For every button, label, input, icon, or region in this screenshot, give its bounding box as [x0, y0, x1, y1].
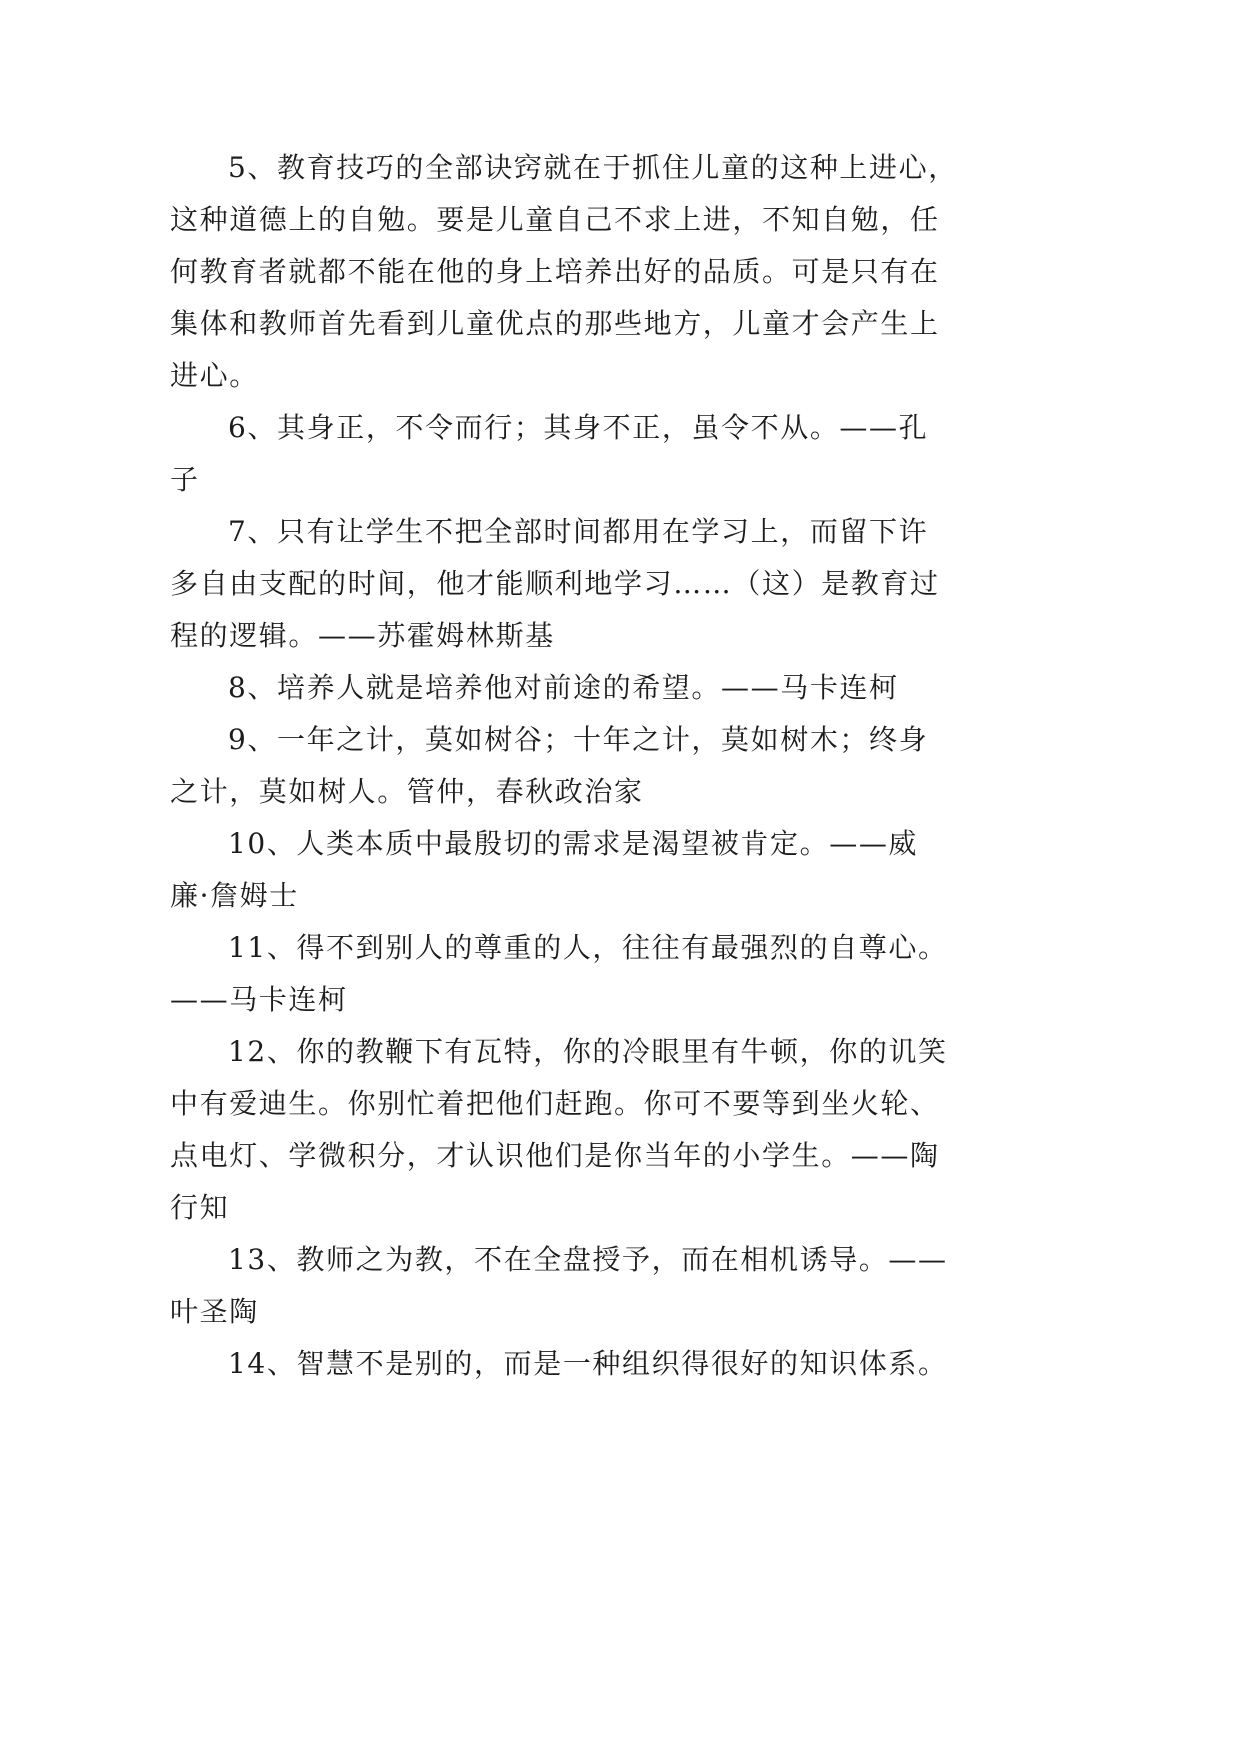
quote-paragraph	[170, 818, 990, 922]
quote-paragraph	[170, 142, 990, 402]
text-line: 程的逻辑。——苏霍姆林斯基	[170, 619, 555, 652]
quote-paragraph	[170, 922, 990, 1026]
quote-paragraph	[170, 402, 990, 506]
text-line: 这种道德上的自勉。要是儿童自己不求上进，不知自勉，任	[170, 203, 940, 236]
text-line: 14、智慧不是别的，而是一种组织得很好的知识体系。	[228, 1347, 948, 1380]
text-line: 叶圣陶	[170, 1295, 259, 1328]
text-line: 集体和教师首先看到儿童优点的那些地方，儿童才会产生上	[170, 307, 940, 340]
text-line: 子	[170, 463, 200, 496]
text-line: ——马卡连柯	[170, 983, 348, 1016]
text-line: 8、培养人就是培养他对前途的希望。——马卡连柯	[228, 671, 899, 704]
text-line: 中有爱迪生。你别忙着把他们赶跑。你可不要等到坐火轮、	[170, 1087, 940, 1120]
text-line: 7、只有让学生不把全部时间都用在学习上，而留下许	[228, 515, 929, 548]
quote-paragraph	[170, 1234, 990, 1338]
text-line: 之计，莫如树人。管仲，春秋政治家	[170, 775, 644, 808]
text-line: 点电灯、学微积分，才认识他们是你当年的小学生。——陶	[170, 1139, 940, 1172]
document-body	[170, 142, 990, 1390]
quote-paragraph	[170, 714, 990, 818]
quote-paragraph	[170, 506, 990, 662]
text-line: 9、一年之计，莫如树谷；十年之计，莫如树木；终身	[228, 723, 929, 756]
text-line: 11、得不到别人的尊重的人，往往有最强烈的自尊心。	[228, 931, 948, 964]
text-line: 5、教育技巧的全部诀窍就在于抓住儿童的这种上进心，	[228, 151, 958, 184]
text-line: 进心。	[170, 359, 259, 392]
text-line: 10、人类本质中最殷切的需求是渴望被肯定。——威	[228, 827, 919, 860]
text-line: 行知	[170, 1191, 230, 1224]
text-line: 12、你的教鞭下有瓦特，你的冷眼里有牛顿，你的讥笑	[228, 1035, 948, 1068]
quote-paragraph	[170, 662, 990, 714]
quote-paragraph	[170, 1338, 990, 1390]
text-line: 何教育者就都不能在他的身上培养出好的品质。可是只有在	[170, 255, 940, 288]
text-line: 多自由支配的时间，他才能顺利地学习……（这）是教育过	[170, 567, 940, 600]
text-line: 廉·詹姆士	[170, 879, 299, 912]
text-line: 6、其身正，不令而行；其身不正，虽令不从。——孔	[228, 411, 929, 444]
text-line: 13、教师之为教，不在全盘授予，而在相机诱导。——	[228, 1243, 948, 1276]
quote-paragraph	[170, 1026, 990, 1234]
